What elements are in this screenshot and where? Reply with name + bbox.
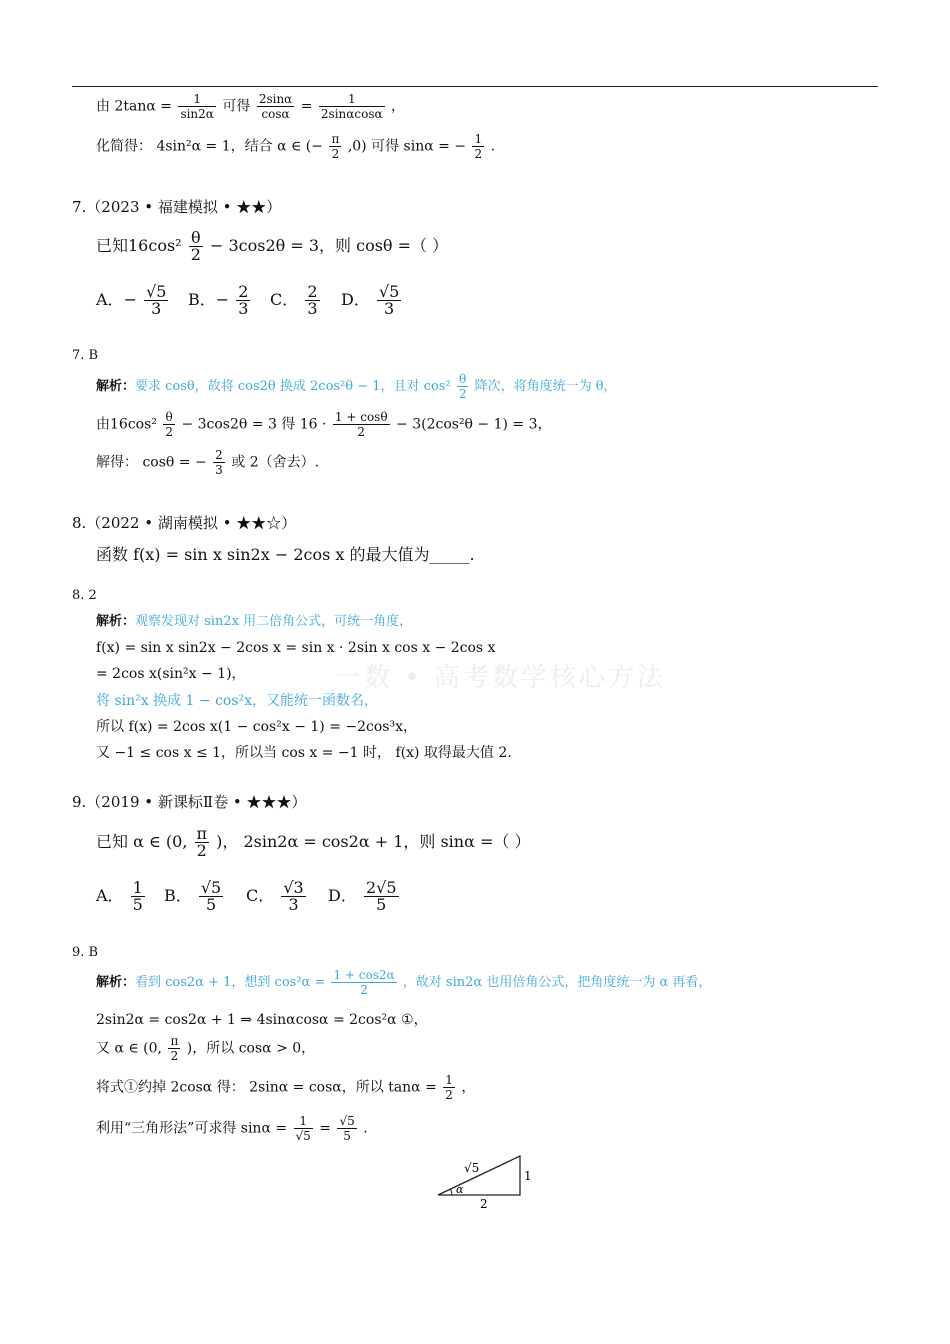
q8-step-5: 又 −1 ≤ cos x ≤ 1，所以当 cos x = −1 时， f(x) 取得最大值 2. xyxy=(96,745,512,761)
q9-header: 9.（2019 • 新课标Ⅱ卷 • ★★★） xyxy=(72,793,307,811)
q8-stem: 函数 f(x) = sin x sin2x − 2cos x 的最大值为_____. xyxy=(96,545,475,564)
q9-answer: 9. B xyxy=(72,945,99,960)
q7-step-2: 由16cos² $\frac{\theta}{2}$ − 3cos2θ = 3 得 16 · $\frac{1 + \cos\theta}{2}$ − 3(2cos²θ − 1) = 3， xyxy=(96,410,552,439)
triangle-diagram xyxy=(430,1150,540,1212)
angle-arc xyxy=(451,1189,452,1195)
q8-analysis: 解析：观察发现对 sin2x 用二倍角公式，可统一角度， xyxy=(96,614,413,629)
adj-label: 2 xyxy=(480,1197,488,1211)
q9-analysis: 解析：看到 cos2α + 1，想到 cos²α = $\frac{1 + \cos 2\alpha}{2}$ ，故对 sin2α 也用倍角公式，把角度统一为 α 再看， xyxy=(96,968,712,997)
q9-step-3: 又 α ∈ (0, $\frac{\pi}{2}$ )，所以 cosα > 0， xyxy=(96,1034,316,1063)
q7-step-3: 解得： cosθ = − $\frac{2}{3}$ 或 2（舍去）. xyxy=(96,448,320,477)
q9-stem: 已知 α ∈ (0, $\frac{\pi}{2}$ )， 2sin2α = cos2α + 1，则 sinα =（ ） xyxy=(96,824,531,860)
q7-header: 7.（2023 • 福建模拟 • ★★） xyxy=(72,198,282,216)
q9-step-2: 2sin2α = cos2α + 1 ⇒ 4sinαcosα = 2cos²α ①， xyxy=(96,1012,428,1028)
top-line-1: 由 2tanα = $\frac{1}{\sin 2\alpha}$ 可得 $\frac{2\sin\alpha}{\cos\alpha}$ = $\frac{1}{2\sin\alpha\cos\alpha}$ ， xyxy=(96,92,406,121)
angle-label: α xyxy=(456,1183,464,1196)
opp-label: 1 xyxy=(524,1169,532,1183)
q8-step-1: f(x) = sin x sin2x − 2cos x = sin x · 2sin x cos x − 2cos x xyxy=(96,640,496,656)
q9-option-a: A． $\frac{1}{5}$ xyxy=(96,878,143,914)
q7-option-c: C． $\frac{2}{3}$ xyxy=(270,282,318,318)
q9-step-4: 将式①约掉 2cosα 得： 2sinα = cosα，所以 tanα = $\frac{1}{2}$ ， xyxy=(96,1073,476,1102)
header-rule xyxy=(72,86,878,87)
q7-option-b: B．− $\frac{2}{3}$ xyxy=(188,282,249,318)
top-line-2: 化简得： 4sin²α = 1，结合 α ∈ (− $\frac{\pi}{2}$ ,0) 可得 sinα = − $\frac{1}{2}$ . xyxy=(96,132,496,161)
q9-step-5: 利用“三角形法”可求得 sinα = $\frac{1}{√5}$ = $\frac{√5}{5}$ . xyxy=(96,1114,368,1143)
q9-option-c: C． $\frac{√3}{3}$ xyxy=(246,878,304,914)
q8-header: 8.（2022 • 湖南模拟 • ★★☆） xyxy=(72,514,297,532)
q7-analysis: 解析：要求 cosθ，故将 cos2θ 换成 2cos²θ − 1，且对 cos² $\frac{\theta}{2}$ 降次，将角度统一为 θ， xyxy=(96,372,617,401)
q7-answer: 7. B xyxy=(72,348,99,363)
q9-option-d: D． $\frac{2√5}{5}$ xyxy=(328,878,397,914)
q7-option-a: A．− $\frac{√5}{3}$ xyxy=(96,282,167,318)
watermark: 一数 • 高考数学核心方法 xyxy=(335,663,666,693)
q8-step-3: 将 sin²x 换成 1 − cos²x，又能统一函数名， xyxy=(96,693,379,709)
q7-stem: 已知16cos² $\frac{\theta}{2}$ − 3cos2θ = 3，则 cosθ =（ ） xyxy=(96,228,449,264)
q9-option-b: B． $\frac{√5}{5}$ xyxy=(164,878,222,914)
q8-step-2: = 2cos x(sin²x − 1)， xyxy=(96,666,246,682)
q8-answer: 8. 2 xyxy=(72,588,97,603)
q7-option-d: D． $\frac{√5}{3}$ xyxy=(341,282,400,318)
hyp-label: √5 xyxy=(464,1161,480,1175)
q8-step-4: 所以 f(x) = 2cos x(1 − cos²x − 1) = −2cos³x， xyxy=(96,719,417,735)
